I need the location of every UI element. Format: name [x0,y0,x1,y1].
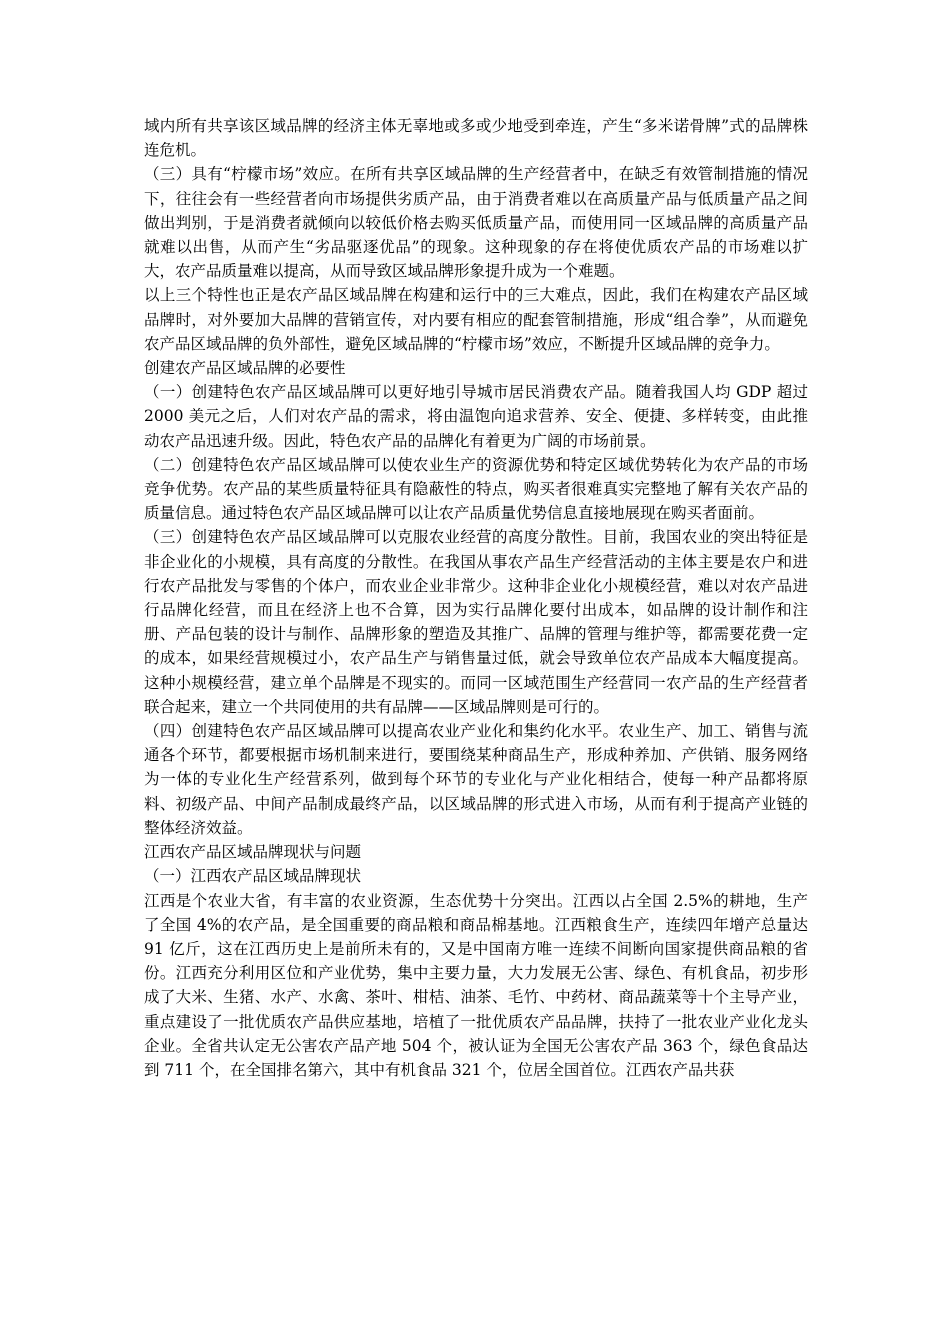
paragraph-summary: 以上三个特性也正是农产品区域品牌在构建和运行中的三大难点，因此，我们在构建农产品区域品牌时，对外要加大品牌的营销宣传，对内要有相应的配套管制措施，形成“组合拳”，从而避免农产品区域品牌的负外部性，避免区域品牌的“柠檬市场”效应，不断提升区域品牌的竞争力。 [144,286,808,353]
document-body [144,114,808,1082]
paragraph-jiangxi-status: 江西是个农业大省，有丰富的农业资源，生态优势十分突出。江西以占全国 2.5%的耕地，生产了全国 4%的农产品，是全国重要的商品粮和商品棉基地。江西粮食生产，连续四年增产总量达 91 亿斤，这在江西历史上是前所未有的，又是中国南方唯一连续不间断向国家提供商品粮的省份。江西充分利用区位和产业优势，集中主要力量，大力发展无公害、绿色、有机食品，初步形成了大米、生猪、水产、水禽、茶叶、柑桔、油茶、毛竹、中药材、商品蔬菜等十个主导产业，重点建设了一批优质农产品供应基地，培植了一批优质农产品品牌，扶持了一批农业产业化龙头企业。全省共认定无公害农产品产地 504 个，被认证为全国无公害农产品 363 个，绿色食品达到 711 个，在全国排名第六，其中有机食品 321 个，位居全国首位。江西农产品共获 [144,891,808,1079]
paragraph-necessity-3: （三）创建特色农产品区域品牌可以克服农业经营的高度分散性。目前，我国农业的突出特征是非企业化的小规模，具有高度的分散性。在我国从事农产品生产经营活动的主体主要是农户和进行农产品批发与零售的个体户，而农业企业非常少。这种非企业化小规模经营，难以对农产品进行品牌化经营，而且在经济上也不合算，因为实行品牌化要付出成本，如品牌的设计制作和注册、产品包装的设计与制作、品牌形象的塑造及其推广、品牌的管理与维护等，都需要花费一定的成本，如果经营规模过小，农产品生产与销售量过低，就会导致单位农产品成本大幅度提高。这种小规模经营，建立单个品牌是不现实的。而同一区域范围生产经营同一农产品的生产经营者联合起来，建立一个共同使用的共有品牌——区域品牌则是可行的。 [144,528,808,716]
paragraph-lemon-market: （三）具有“柠檬市场”效应。在所有共享区域品牌的生产经营者中，在缺乏有效管制措施的情况下，往往会有一些经营者向市场提供劣质产品，由于消费者难以在高质量产品与低质量产品之间做出判别，于是消费者就倾向以较低价格去购买低质量产品，而使用同一区域品牌的高质量产品就难以出售，从而产生“劣品驱逐优品”的现象。这种现象的存在将使优质农产品的市场难以扩大，农产品质量难以提高，从而导致区域品牌形象提升成为一个难题。 [144,165,808,281]
section-heading-jiangxi: 江西农产品区域品牌现状与问题 [144,843,362,862]
paragraph-necessity-2: （二）创建特色农产品区域品牌可以使农业生产的资源优势和特定区域优势转化为农产品的市场竞争优势。农产品的某些质量特征具有隐蔽性的特点，购买者很难真实完整地了解有关农产品的质量信息。通过特色农产品区域品牌可以让农产品质量优势信息直接地展现在购买者面前。 [144,455,808,523]
section-heading-necessity: 创建农产品区域品牌的必要性 [144,359,346,378]
subsection-heading-status: （一）江西农产品区域品牌现状 [144,867,362,886]
paragraph-brand-crisis: 域内所有共享该区域品牌的经济主体无辜地或多或少地受到牵连，产生“多米诺骨牌”式的品牌株连危机。 [144,117,808,160]
paragraph-necessity-4: （四）创建特色农产品区域品牌可以提高农业产业化和集约化水平。农业生产、加工、销售与流通各个环节，都要根据市场机制来进行，要围绕某种商品生产，形成种养加、产供销、服务网络为一体的专业化生产经营系列，做到每个环节的专业化与产业化相结合，使每一种产品都将原料、初级产品、中间产品制成最终产品，以区域品牌的形式进入市场，从而有利于提高产业链的整体经济效益。 [144,722,808,837]
paragraph-necessity-1: （一）创建特色农产品区域品牌可以更好地引导城市居民消费农产品。随着我国人均 GDP 超过 2000 美元之后，人们对农产品的需求，将由温饱向追求营养、安全、便捷、多样转变，由此推动农产品迅速升级。因此，特色农产品的品牌化有着更为广阔的市场前景。 [144,383,808,450]
